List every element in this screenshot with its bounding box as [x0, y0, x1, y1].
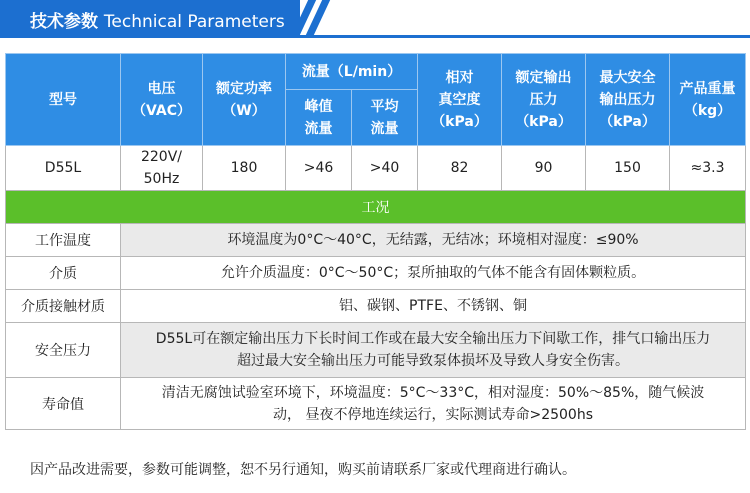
condition-value: 清洁无腐蚀试验室环境下，环境温度：5°C～33°C，相对湿度：50%～85%，随气候波 动， 昼夜不停地连续运行，实际测试寿命>2500hs	[121, 378, 746, 430]
header-flow-peak: 峰值 流量	[286, 90, 352, 146]
cell-rated-pressure: 90	[502, 146, 586, 191]
section-title-cn: 技术参数	[30, 12, 98, 32]
condition-value: D55L可在额定输出压力下长时间工作或在最大安全输出压力下间歇工作，排气口输出压力 超过最大安全输出压力可能导致泵体损坏及导致人身安全伤害。	[121, 323, 746, 378]
cell-flow-avg: >40	[352, 146, 418, 191]
section-title	[30, 7, 285, 32]
condition-value: 环境温度为0°C～40°C，无结露，无结冰；环境相对湿度：≤90%	[121, 224, 746, 257]
condition-row	[6, 378, 746, 430]
condition-row	[6, 290, 746, 323]
condition-label: 工作温度	[6, 224, 121, 257]
header-rated-pressure: 额定输出 压力 （kPa）	[502, 54, 586, 146]
condition-row	[6, 323, 746, 378]
table-row	[6, 146, 746, 191]
header-model: 型号	[6, 54, 121, 146]
cell-flow-peak: >46	[286, 146, 352, 191]
section-title-en: Technical Parameters	[103, 12, 285, 32]
condition-value: 铝、碳钢、PTFE、不锈钢、铜	[121, 290, 746, 323]
header-power: 额定功率 （W）	[203, 54, 286, 146]
section-header	[0, 0, 750, 38]
cell-power: 180	[203, 146, 286, 191]
condition-label: 介质接触材质	[6, 290, 121, 323]
cell-weight: ≈3.3	[670, 146, 746, 191]
condition-label: 安全压力	[6, 323, 121, 378]
cell-model: D55L	[6, 146, 121, 191]
header-flow-avg: 平均 流量	[352, 90, 418, 146]
header-voltage: 电压 （VAC）	[121, 54, 203, 146]
header-weight: 产品重量 （kg）	[670, 54, 746, 146]
footnote: 因产品改进需要，参数可能调整，恕不另行通知，购买前请联系厂家或代理商进行确认。	[30, 462, 576, 478]
header-vacuum: 相对 真空度 （kPa）	[418, 54, 502, 146]
spec-table	[5, 53, 746, 430]
condition-label: 介质	[6, 257, 121, 290]
condition-label: 寿命值	[6, 378, 121, 430]
conditions-header-row	[6, 191, 746, 224]
cell-max-pressure: 150	[586, 146, 670, 191]
table-header-row	[6, 54, 746, 90]
header-flow: 流量（L/min）	[286, 54, 418, 90]
condition-row	[6, 224, 746, 257]
header-max-pressure: 最大安全 输出压力 （kPa）	[586, 54, 670, 146]
header-underline	[0, 35, 750, 38]
cell-voltage: 220V/ 50Hz	[121, 146, 203, 191]
cell-vacuum: 82	[418, 146, 502, 191]
condition-value: 允许介质温度：0°C～50°C；泵所抽取的气体不能含有固体颗粒质。	[121, 257, 746, 290]
conditions-title: 工况	[6, 191, 746, 224]
condition-row	[6, 257, 746, 290]
